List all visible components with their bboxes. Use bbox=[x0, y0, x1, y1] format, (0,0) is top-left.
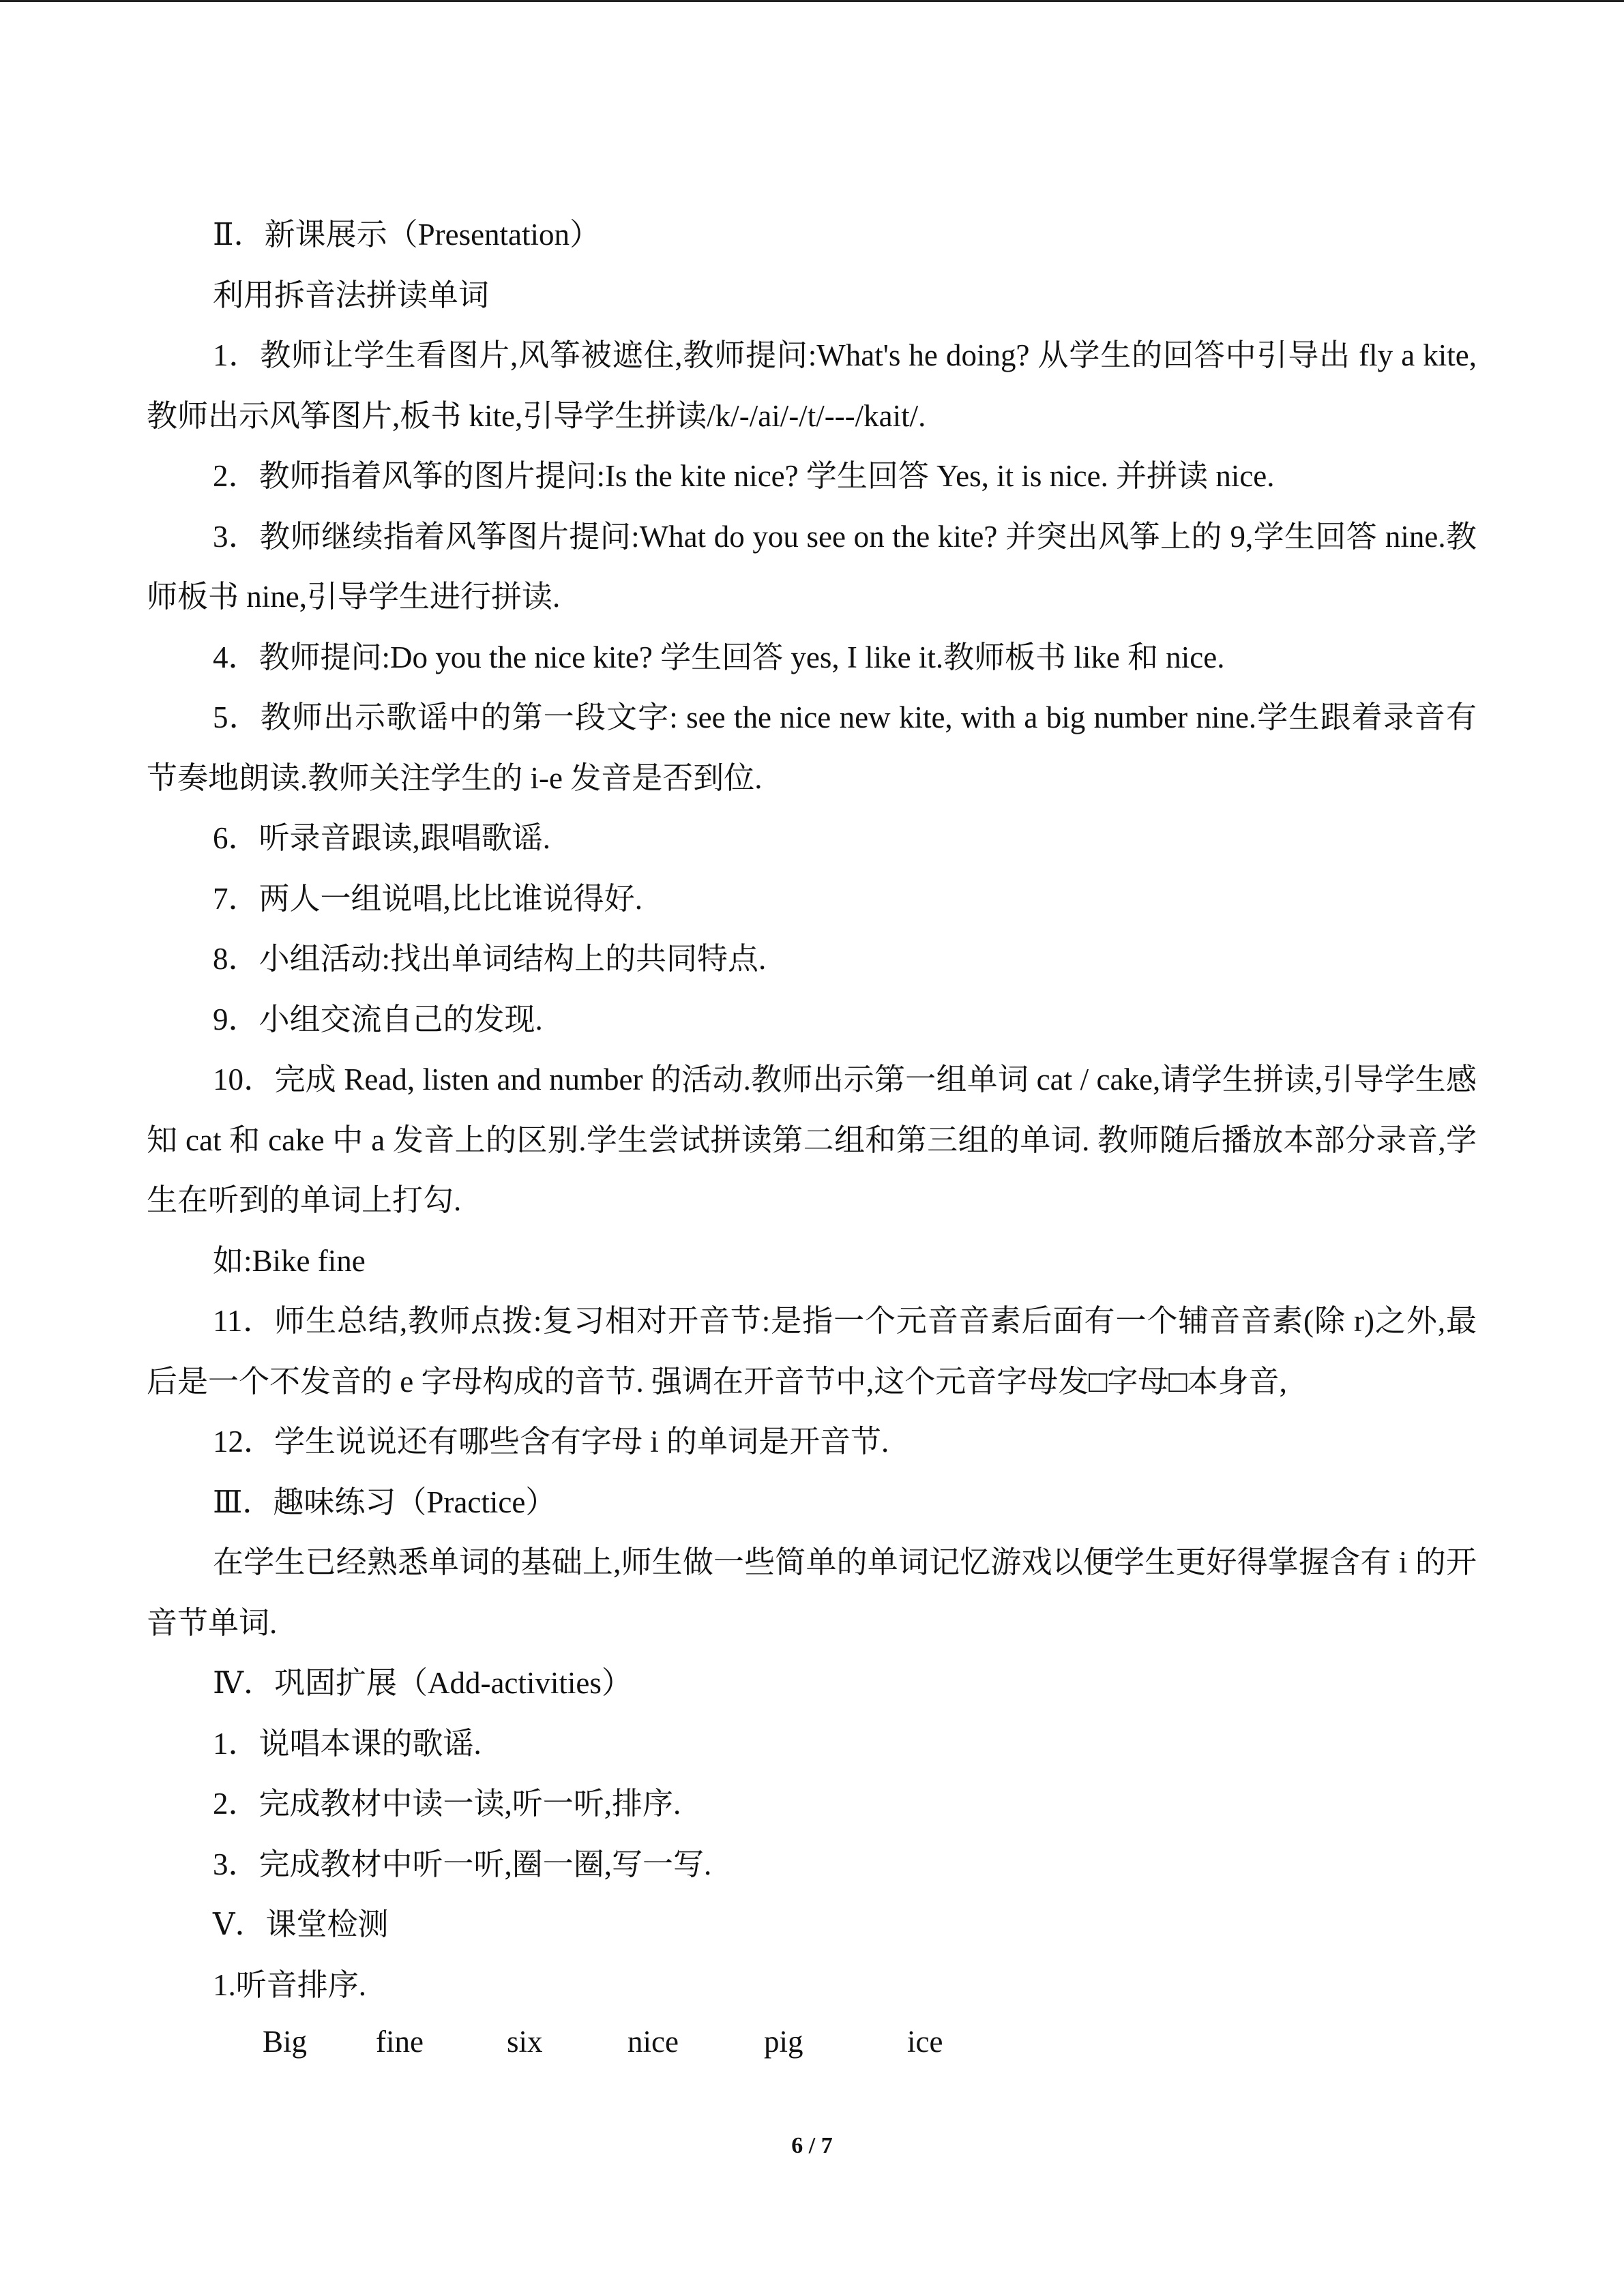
paragraph: 如:Bike fine bbox=[213, 1243, 366, 1278]
paragraph: 12．学生说说还有哪些含有字母 i 的单词是开音节. bbox=[213, 1425, 889, 1459]
section-heading-add-activities: Ⅳ．巩固扩展（Add-activities） bbox=[213, 1666, 632, 1700]
paragraph: 10．完成 Read, listen and number 的活动.教师出示第一组单词 cat / cake,请学生拼读,引导学生感知 cat 和 cake 中 a 发音上的区别.学生尝试拼读第二组和第三组的单词. 教师随后播放本部分录音,学生在听到的单词上打勾. bbox=[147, 1062, 1477, 1217]
top-border bbox=[0, 0, 1624, 2]
word-item: Big bbox=[263, 2025, 308, 2059]
paragraph: 9．小组交流自己的发现. bbox=[213, 1002, 543, 1037]
word-item: fine bbox=[376, 2025, 424, 2059]
paragraph: 1．教师让学生看图片,风筝被遮住,教师提问:What's he doing? 从学生的回答中引导出 fly a kite,教师出示风筝图片,板书 kite,引导学生拼读/k/-/ai/-/t/---/kait/. bbox=[147, 338, 1477, 433]
paragraph: 1．说唱本课的歌谣. bbox=[213, 1726, 482, 1761]
paragraph: 在学生已经熟悉单词的基础上,师生做一些简单的单词记忆游戏以便学生更好得掌握含有 i 的开音节单词. bbox=[147, 1545, 1477, 1640]
paragraph: 2．完成教材中读一读,听一听,排序. bbox=[213, 1787, 681, 1821]
word-item: six bbox=[507, 2025, 543, 2059]
word-item: nice bbox=[628, 2025, 679, 2059]
paragraph: 3．教师继续指着风筝图片提问:What do you see on the kite? 并突出风筝上的 9,学生回答 nine.教师板书 nine,引导学生进行拼读. bbox=[147, 519, 1477, 614]
word-item: pig bbox=[764, 2025, 803, 2059]
paragraph: 6．听录音跟读,跟唱歌谣. bbox=[213, 821, 551, 855]
paragraph: 2．教师指着风筝的图片提问:Is the kite nice? 学生回答 Yes, it is nice. 并拼读 nice. bbox=[213, 459, 1275, 493]
section-heading-classroom-test: Ⅴ．课堂检测 bbox=[213, 1907, 389, 1941]
word-item: ice bbox=[907, 2025, 943, 2059]
paragraph: 8．小组活动:找出单词结构上的共同特点. bbox=[213, 942, 767, 976]
paragraph: 利用拆音法拼读单词 bbox=[213, 278, 490, 312]
page-number: 6 / 7 bbox=[791, 2133, 833, 2158]
paragraph: 4．教师提问:Do you the nice kite? 学生回答 yes, I like it.教师板书 like 和 nice. bbox=[213, 640, 1225, 674]
paragraph: 3．完成教材中听一听,圈一圈,写一写. bbox=[213, 1847, 712, 1881]
section-heading-practice: Ⅲ．趣味练习（Practice） bbox=[213, 1485, 557, 1519]
paragraph: 11．师生总结,教师点拨:复习相对开音节:是指一个元音音素后面有一个辅音音素(除 r)之外,最后是一个不发音的 e 字母构成的音节. 强调在开音节中,这个元音字母发□字母□本身音, bbox=[147, 1304, 1477, 1399]
document-body bbox=[147, 205, 1477, 2015]
section-heading-presentation: Ⅱ．新课展示（Presentation） bbox=[213, 218, 601, 252]
paragraph: 5．教师出示歌谣中的第一段文字: see the nice new kite, with a big number nine.学生跟着录音有节奏地朗读.教师关注学生的 i-e 发音是否到位. bbox=[147, 700, 1477, 795]
paragraph: 7．两人一组说唱,比比谁说得好. bbox=[213, 881, 643, 916]
paragraph: 1.听音排序. bbox=[213, 1967, 367, 2002]
